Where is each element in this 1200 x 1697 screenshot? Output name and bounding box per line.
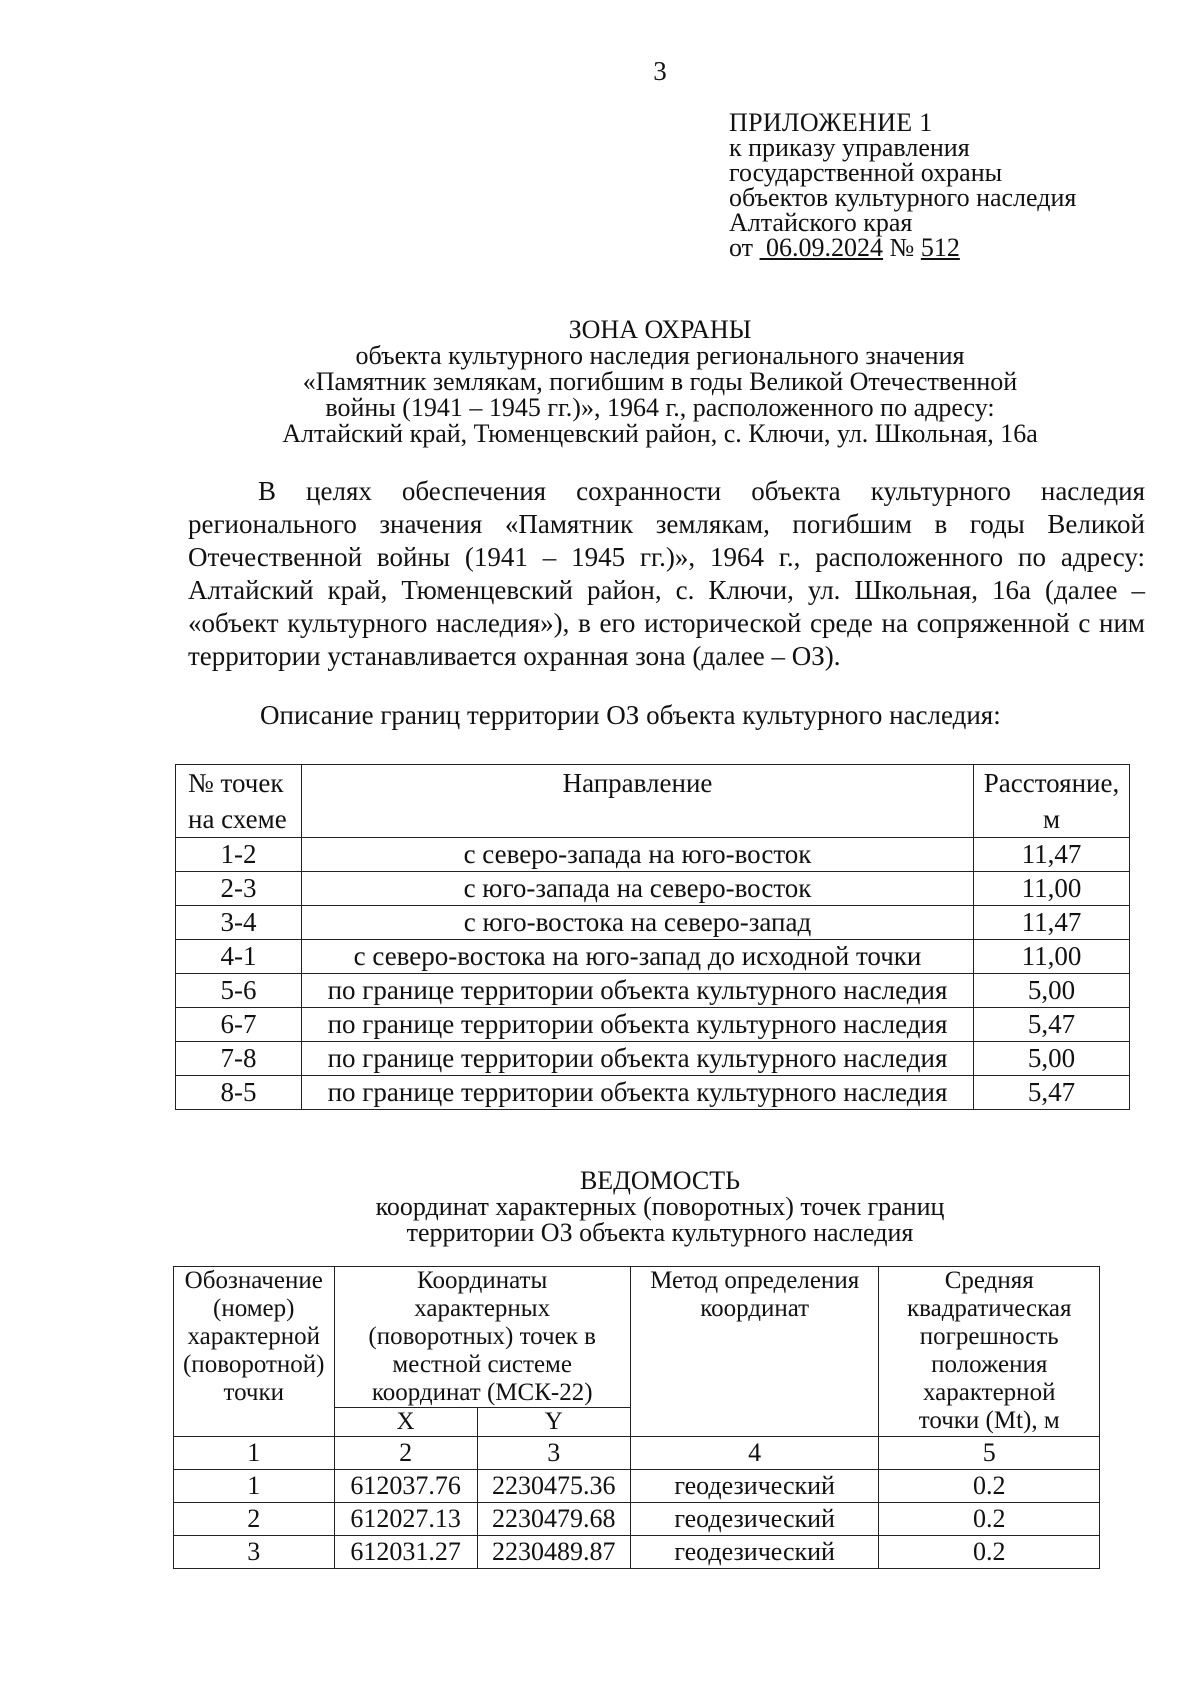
header-distance: Расстояние, м bbox=[974, 765, 1130, 838]
cell-distance: 11,47 bbox=[974, 838, 1130, 872]
column-number: 3 bbox=[477, 1437, 630, 1470]
header-y: Y bbox=[477, 1408, 630, 1437]
cell-points: 7-8 bbox=[176, 1042, 302, 1076]
cell-points: 6-7 bbox=[176, 1008, 302, 1042]
cell-method: геодезический bbox=[630, 1503, 879, 1536]
column-number: 5 bbox=[879, 1437, 1100, 1470]
table-row bbox=[174, 1470, 1100, 1503]
cell-direction: с северо-запада на юго-восток bbox=[302, 838, 974, 872]
cell-method: геодезический bbox=[630, 1536, 879, 1569]
cell-x: 612027.13 bbox=[334, 1503, 477, 1536]
number-prefix: № bbox=[889, 233, 915, 262]
cell-points: 3-4 bbox=[176, 906, 302, 940]
ved-heading-line: координат характерных (поворотных) точек границ bbox=[375, 1192, 945, 1221]
header-x: X bbox=[334, 1408, 477, 1437]
table-row bbox=[176, 974, 1130, 1008]
ved-heading-line: территории ОЗ объекта культурного наследия bbox=[406, 1218, 914, 1247]
zone-heading-line: объекта культурного наследия регионального значения bbox=[355, 341, 965, 370]
cell-distance: 5,00 bbox=[974, 1042, 1130, 1076]
column-number: 1 bbox=[174, 1437, 335, 1470]
cell-points: 4-1 bbox=[176, 940, 302, 974]
cell-direction: по границе территории объекта культурного наследия bbox=[302, 974, 974, 1008]
cell-mt: 0.2 bbox=[879, 1470, 1100, 1503]
cell-distance: 11,47 bbox=[974, 906, 1130, 940]
cell-direction: с северо-востока на юго-запад до исходной точки bbox=[302, 940, 974, 974]
cell-point: 3 bbox=[174, 1536, 335, 1569]
boundary-table bbox=[175, 764, 1130, 1110]
order-date: 06.09.2024 bbox=[766, 233, 884, 262]
cell-direction: по границе территории объекта культурного наследия bbox=[302, 1042, 974, 1076]
column-number: 4 bbox=[630, 1437, 879, 1470]
zone-heading-line: «Памятник землякам, погибшим в годы Великой Отечественной bbox=[302, 367, 1018, 396]
table-row bbox=[174, 1503, 1100, 1536]
appendix-line: к приказу управления bbox=[729, 133, 970, 162]
cell-points: 1-2 bbox=[176, 838, 302, 872]
table-row bbox=[176, 872, 1130, 906]
cell-distance: 11,00 bbox=[974, 872, 1130, 906]
table-header-row bbox=[174, 1267, 1100, 1408]
cell-mt: 0.2 bbox=[879, 1503, 1100, 1536]
table-row bbox=[174, 1536, 1100, 1569]
header-coordinates: Координаты характерных (поворотных) точек в местной системе координат (МСК-22) bbox=[334, 1267, 630, 1408]
table-row bbox=[176, 1076, 1130, 1110]
cell-method: геодезический bbox=[630, 1470, 879, 1503]
column-number: 2 bbox=[334, 1437, 477, 1470]
cell-point: 2 bbox=[174, 1503, 335, 1536]
header-error: Средняя квадратическая погрешность положения характерной точки (Mt), м bbox=[879, 1267, 1100, 1437]
table-row bbox=[176, 906, 1130, 940]
cell-y: 2230475.36 bbox=[477, 1470, 630, 1503]
appendix-block bbox=[729, 110, 1076, 260]
cell-direction: по границе территории объекта культурного наследия bbox=[302, 1008, 974, 1042]
cell-x: 612031.27 bbox=[334, 1536, 477, 1569]
cell-distance: 5,00 bbox=[974, 974, 1130, 1008]
table-row bbox=[176, 1042, 1130, 1076]
appendix-date-line bbox=[729, 235, 1076, 260]
table-row bbox=[176, 1008, 1130, 1042]
cell-points: 5-6 bbox=[176, 974, 302, 1008]
coordinates-table bbox=[173, 1266, 1100, 1569]
cell-points: 8-5 bbox=[176, 1076, 302, 1110]
header-points: № точек на схеме bbox=[176, 765, 302, 838]
cell-direction: с юго-запада на северо-восток bbox=[302, 872, 974, 906]
date-prefix: от bbox=[729, 233, 754, 262]
header-method: Метод определения координат bbox=[630, 1267, 879, 1437]
ved-title: ВЕДОМОСТЬ bbox=[579, 1166, 741, 1195]
boundary-table-caption: Описание границ территории ОЗ объекта культурного наследия: bbox=[260, 700, 1001, 730]
appendix-line: государственной охраны bbox=[729, 158, 1003, 187]
cell-distance: 5,47 bbox=[974, 1076, 1130, 1110]
cell-point: 1 bbox=[174, 1470, 335, 1503]
header-direction: Направление bbox=[302, 765, 974, 838]
header-designation: Обозначение (номер) характерной (поворотной) точки bbox=[174, 1267, 335, 1437]
appendix-line: объектов культурного наследия bbox=[729, 183, 1077, 212]
cell-x: 612037.76 bbox=[334, 1470, 477, 1503]
zone-heading-line: Алтайский край, Тюменцевский район, с. Ключи, ул. Школьная, 16а bbox=[282, 419, 1038, 448]
ved-heading bbox=[0, 1168, 1200, 1246]
table-header-row bbox=[176, 765, 1130, 838]
cell-direction: с юго-востока на северо-запад bbox=[302, 906, 974, 940]
order-number: 512 bbox=[920, 233, 960, 262]
table-row bbox=[176, 940, 1130, 974]
page-number: 3 bbox=[653, 56, 667, 86]
cell-mt: 0.2 bbox=[879, 1536, 1100, 1569]
cell-direction: по границе территории объекта культурного наследия bbox=[302, 1076, 974, 1110]
intro-paragraph: В целях обеспечения сохранности объекта культурного наследия регионального значения «Памятник землякам, погибшим в годы Великой Отечественной войны (1941 – 1945 гг.)», 1964 г., расположенного по адресу: Алтайский край, Тюменцевский район, с. Ключи, ул. Школьная, 16а (далее – «объект культурного наследия»), в его исторической среде на сопряженной с ним территории устанавливается охранная зона (далее – ОЗ). bbox=[188, 476, 1145, 671]
cell-y: 2230479.68 bbox=[477, 1503, 630, 1536]
table-row bbox=[176, 838, 1130, 872]
zone-title: ЗОНА ОХРАНЫ bbox=[568, 315, 752, 344]
zone-heading-line: войны (1941 – 1945 гг.)», 1964 г., расположенного по адресу: bbox=[325, 393, 995, 422]
appendix-title: ПРИЛОЖЕНИЕ 1 bbox=[729, 108, 933, 137]
cell-distance: 5,47 bbox=[974, 1008, 1130, 1042]
appendix-line: Алтайского края bbox=[729, 208, 913, 237]
cell-distance: 11,00 bbox=[974, 940, 1130, 974]
zone-heading bbox=[0, 317, 1200, 447]
cell-y: 2230489.87 bbox=[477, 1536, 630, 1569]
cell-points: 2-3 bbox=[176, 872, 302, 906]
column-number-row bbox=[174, 1437, 1100, 1470]
